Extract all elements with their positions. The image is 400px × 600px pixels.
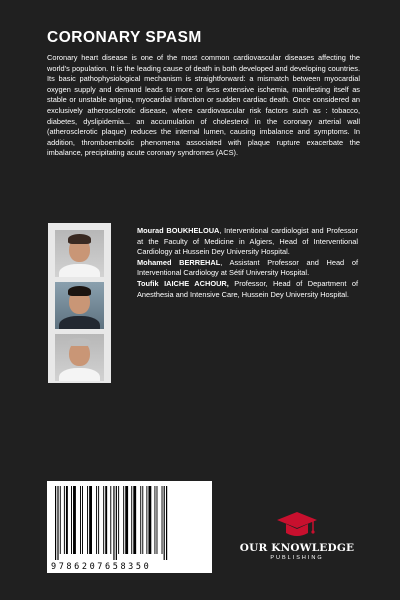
isbn-number: 9786207658350 [51, 562, 152, 572]
barcode-bar [80, 486, 81, 554]
author-photo [55, 282, 104, 329]
barcode [47, 481, 212, 573]
graduation-cap-icon [275, 510, 319, 540]
author-photo [55, 230, 104, 277]
barcode-bar [133, 486, 136, 554]
barcode-bar [96, 486, 97, 554]
barcode-bar [103, 486, 104, 554]
barcode-bar [118, 486, 119, 554]
barcode-bar [110, 486, 111, 554]
barcode-bar [154, 486, 155, 554]
summary-text: Coronary heart disease is one of the most common cardiovascular diseases affecting the world's population. It is the leading cause of death in both developed and developing countries. Its basic pathophysiological mechanism is straightforward: a mismatch between myocardial oxygen supply and demand leads to more or less extensive ischemia, manifesting itself as stable or unstable angina, myocardial infarction or sudden cardiac death. Once considered an exclusively atherosclerotic disease, where cardiovascular risk factors such as : tobacco, diabetes, dyslipidemia... an accumulation of cholesterol in the coronary arterial wall (atherosclerotic plaque) reduces the internal lumen, causing imbalance and symptoms. In addition, thromboembolic phenomena associated with plaque rupture exacerbate the imbalance, precipitating acute coronary syndromes (ACS). [47, 53, 360, 158]
barcode-bar [162, 486, 163, 554]
author-bio [137, 258, 358, 279]
barcode-bar [140, 486, 141, 554]
barcode-bar [142, 486, 143, 554]
barcode-bar [98, 486, 99, 554]
barcode-bar [164, 486, 165, 560]
barcode-bar [146, 486, 147, 554]
publisher-name: OUR KNOWLEDGE [239, 542, 355, 554]
barcode-bar [55, 486, 56, 560]
barcode-bar [66, 486, 68, 554]
author-name: Toufik IAICHE ACHOUR, [137, 278, 229, 288]
barcode-bar [116, 486, 117, 560]
author-name: Mourad BOUKHELOUA [137, 226, 220, 235]
author-photo [55, 334, 104, 381]
author-description: Professor, Head of Department of Anesthesia and Intensive Care, Hussein Dey University Hospital. [137, 278, 358, 299]
barcode-bar [157, 486, 158, 554]
barcode-bar [57, 486, 58, 560]
barcode-bar [123, 486, 124, 554]
barcode-bar [148, 486, 151, 554]
author-bios [137, 226, 358, 300]
author-name: Mohamed BERREHAL [137, 257, 221, 267]
barcode-bar [113, 486, 114, 560]
author-bio [137, 279, 358, 300]
barcode-bars [47, 481, 212, 563]
publisher-subtitle: PUBLISHING [270, 555, 324, 561]
barcode-bar [82, 486, 83, 554]
barcode-bar [73, 486, 76, 554]
barcode-bar [131, 486, 132, 554]
author-description: , Assistant Professor and Head of Interventional Cardiology at Sétif University Hospital. [137, 257, 359, 278]
barcode-bar [89, 486, 92, 554]
barcode-bar [125, 486, 128, 554]
barcode-bar [87, 486, 88, 554]
barcode-bar [60, 486, 61, 554]
book-title: CORONARY SPASM [47, 29, 202, 46]
author-photos-panel [48, 223, 111, 383]
barcode-bar [105, 486, 107, 554]
author-bio [137, 226, 358, 258]
publisher-block [232, 510, 362, 561]
author-description: , Interventional cardiologist and Professor at the Faculty of Medicine in Algiers, Head of Interventional Cardiology at Hussein Dey University Hospital. [137, 226, 358, 257]
barcode-bar [71, 486, 72, 554]
barcode-bar [166, 486, 167, 560]
barcode-bar [64, 486, 65, 554]
